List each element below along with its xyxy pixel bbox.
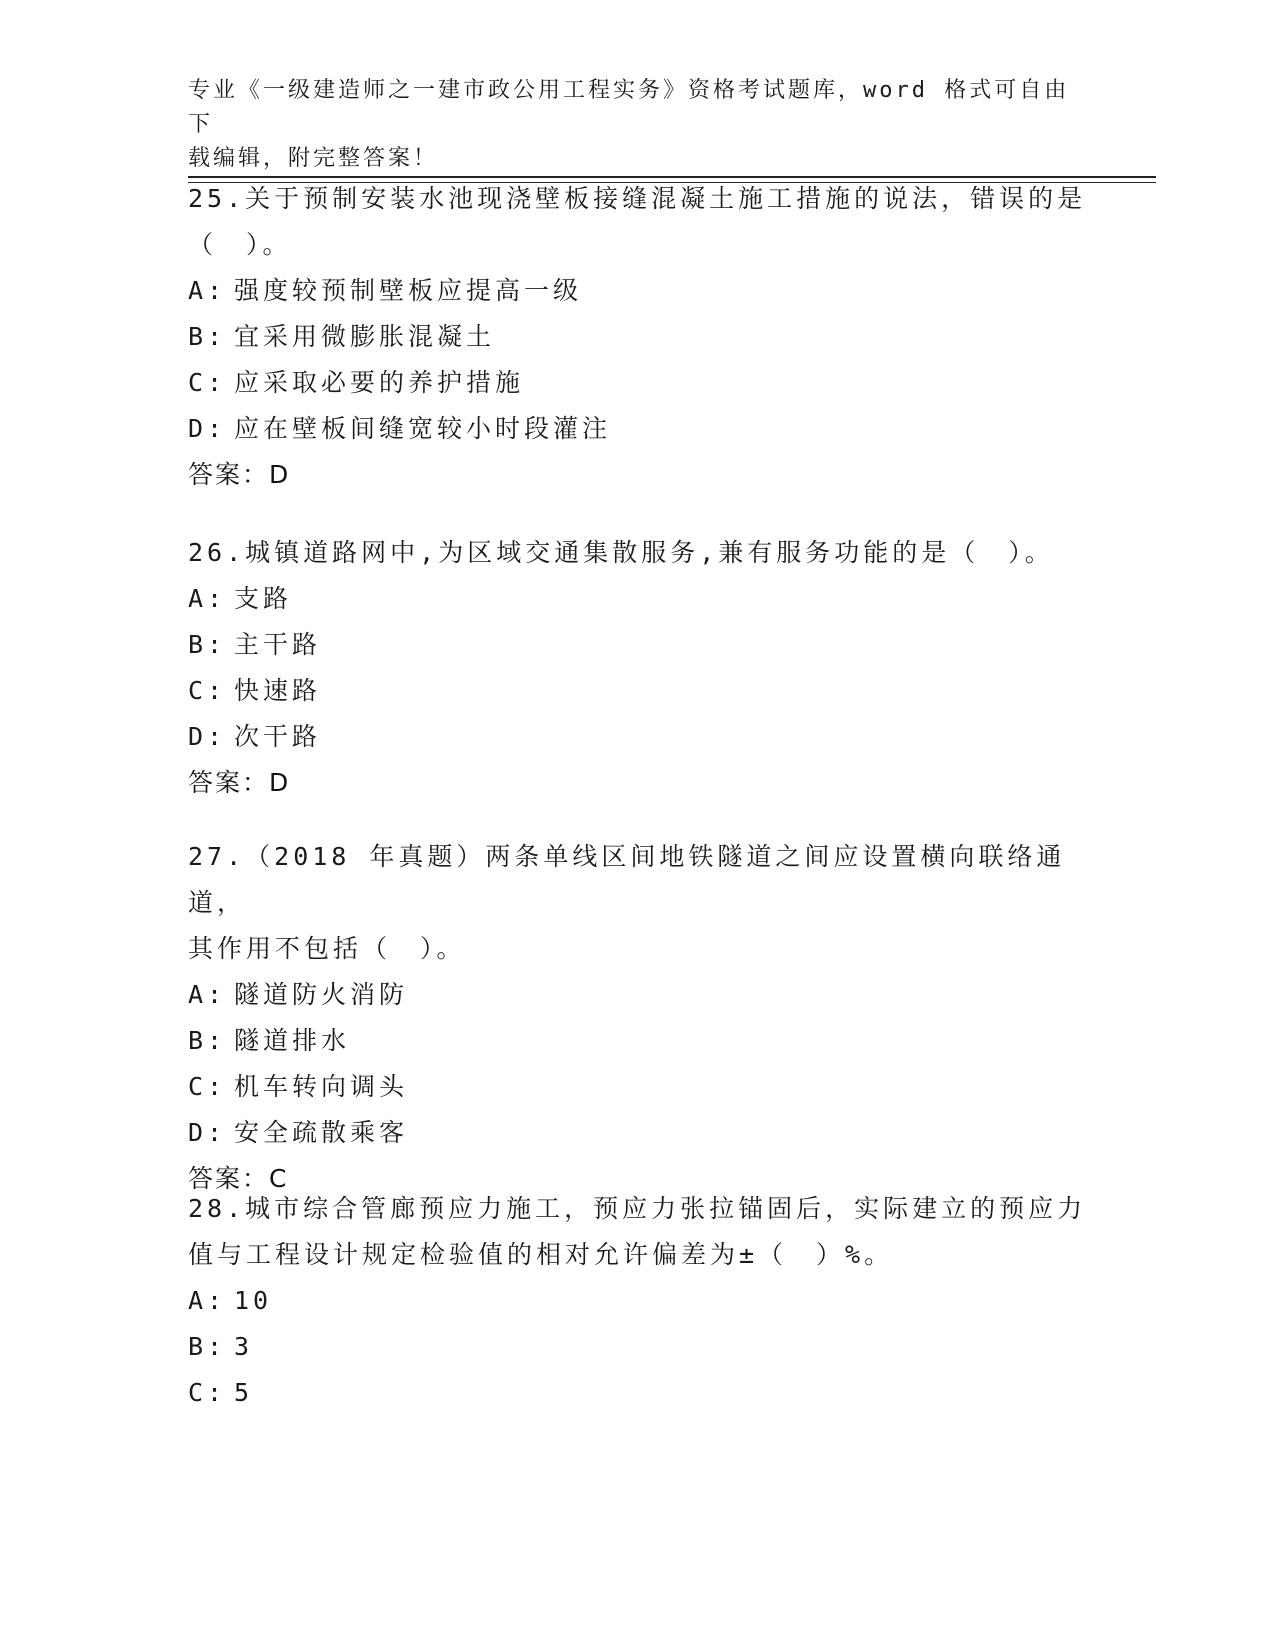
option-letter: C: (188, 1072, 227, 1101)
option-text: 10 (234, 1286, 273, 1315)
question-stem-line-2: 值与工程设计规定检验值的相对允许偏差为±（ ）%。 (188, 1240, 894, 1269)
question-stem-line-2: 其作用不包括（ ）。 (188, 934, 466, 963)
header-line-2: 载编辑，附完整答案！ (188, 146, 439, 171)
option-text: 主干路 (234, 630, 322, 659)
option-text: 3 (234, 1332, 254, 1361)
option-b (188, 622, 1088, 668)
question-stem-line-1: 25.关于预制安装水池现浇壁板接缝混凝土施工措施的说法，错误的是 (188, 184, 1087, 213)
option-letter: D: (188, 722, 227, 751)
answer-label: 答案：C (188, 1164, 289, 1193)
option-text: 隧道防火消防 (234, 980, 409, 1009)
option-a (188, 1278, 1088, 1324)
option-letter: C: (188, 1378, 227, 1407)
question-stem-line-1: 26.城镇道路网中,为区域交通集散服务,兼有服务功能的是（ ）。 (188, 538, 1054, 567)
answer-label: 答案：D (188, 460, 291, 489)
option-d (188, 406, 1088, 452)
option-letter: D: (188, 1118, 227, 1147)
option-letter: B: (188, 1332, 227, 1361)
question-25 (188, 176, 1088, 498)
option-text: 次干路 (234, 722, 322, 751)
header-line-1: 专业《一级建造师之一建市政公用工程实务》资格考试题库，word 格式可自由下 (188, 78, 1070, 137)
option-letter: B: (188, 1026, 227, 1055)
option-text: 安全疏散乘客 (234, 1118, 409, 1147)
option-text: 隧道排水 (234, 1026, 351, 1055)
option-letter: D: (188, 414, 227, 443)
option-letter: A: (188, 980, 227, 1009)
option-d (188, 1110, 1088, 1156)
question-28 (188, 1186, 1088, 1416)
page-header (188, 74, 1088, 176)
option-text: 快速路 (234, 676, 322, 705)
option-c (188, 1064, 1088, 1110)
answer-label: 答案：D (188, 768, 291, 797)
question-stem-line-2: （ ）。 (188, 230, 292, 259)
question-27 (188, 834, 1088, 1202)
option-text: 5 (234, 1378, 254, 1407)
option-text: 强度较预制壁板应提高一级 (234, 276, 583, 305)
option-a (188, 576, 1088, 622)
option-letter: A: (188, 584, 227, 613)
option-text: 宜采用微膨胀混凝土 (234, 322, 496, 351)
option-d (188, 714, 1088, 760)
option-a (188, 268, 1088, 314)
option-text: 应采取必要的养护措施 (234, 368, 525, 397)
option-text: 机车转向调头 (234, 1072, 409, 1101)
question-stem-line-1: 28.城市综合管廊预应力施工，预应力张拉锚固后，实际建立的预应力 (188, 1194, 1087, 1223)
option-b (188, 1324, 1088, 1370)
option-letter: A: (188, 1286, 227, 1315)
option-letter: C: (188, 368, 227, 397)
option-letter: A: (188, 276, 227, 305)
option-letter: B: (188, 630, 227, 659)
option-a (188, 972, 1088, 1018)
option-c (188, 360, 1088, 406)
question-stem-line-1: 27.（2018 年真题）两条单线区间地铁隧道之间应设置横向联络通道， (188, 842, 1066, 917)
option-text: 支路 (234, 584, 293, 613)
option-c (188, 1370, 1088, 1416)
option-b (188, 1018, 1088, 1064)
option-b (188, 314, 1088, 360)
option-letter: C: (188, 676, 227, 705)
question-26 (188, 530, 1088, 806)
option-c (188, 668, 1088, 714)
option-letter: B: (188, 322, 227, 351)
option-text: 应在壁板间缝宽较小时段灌注 (234, 414, 612, 443)
